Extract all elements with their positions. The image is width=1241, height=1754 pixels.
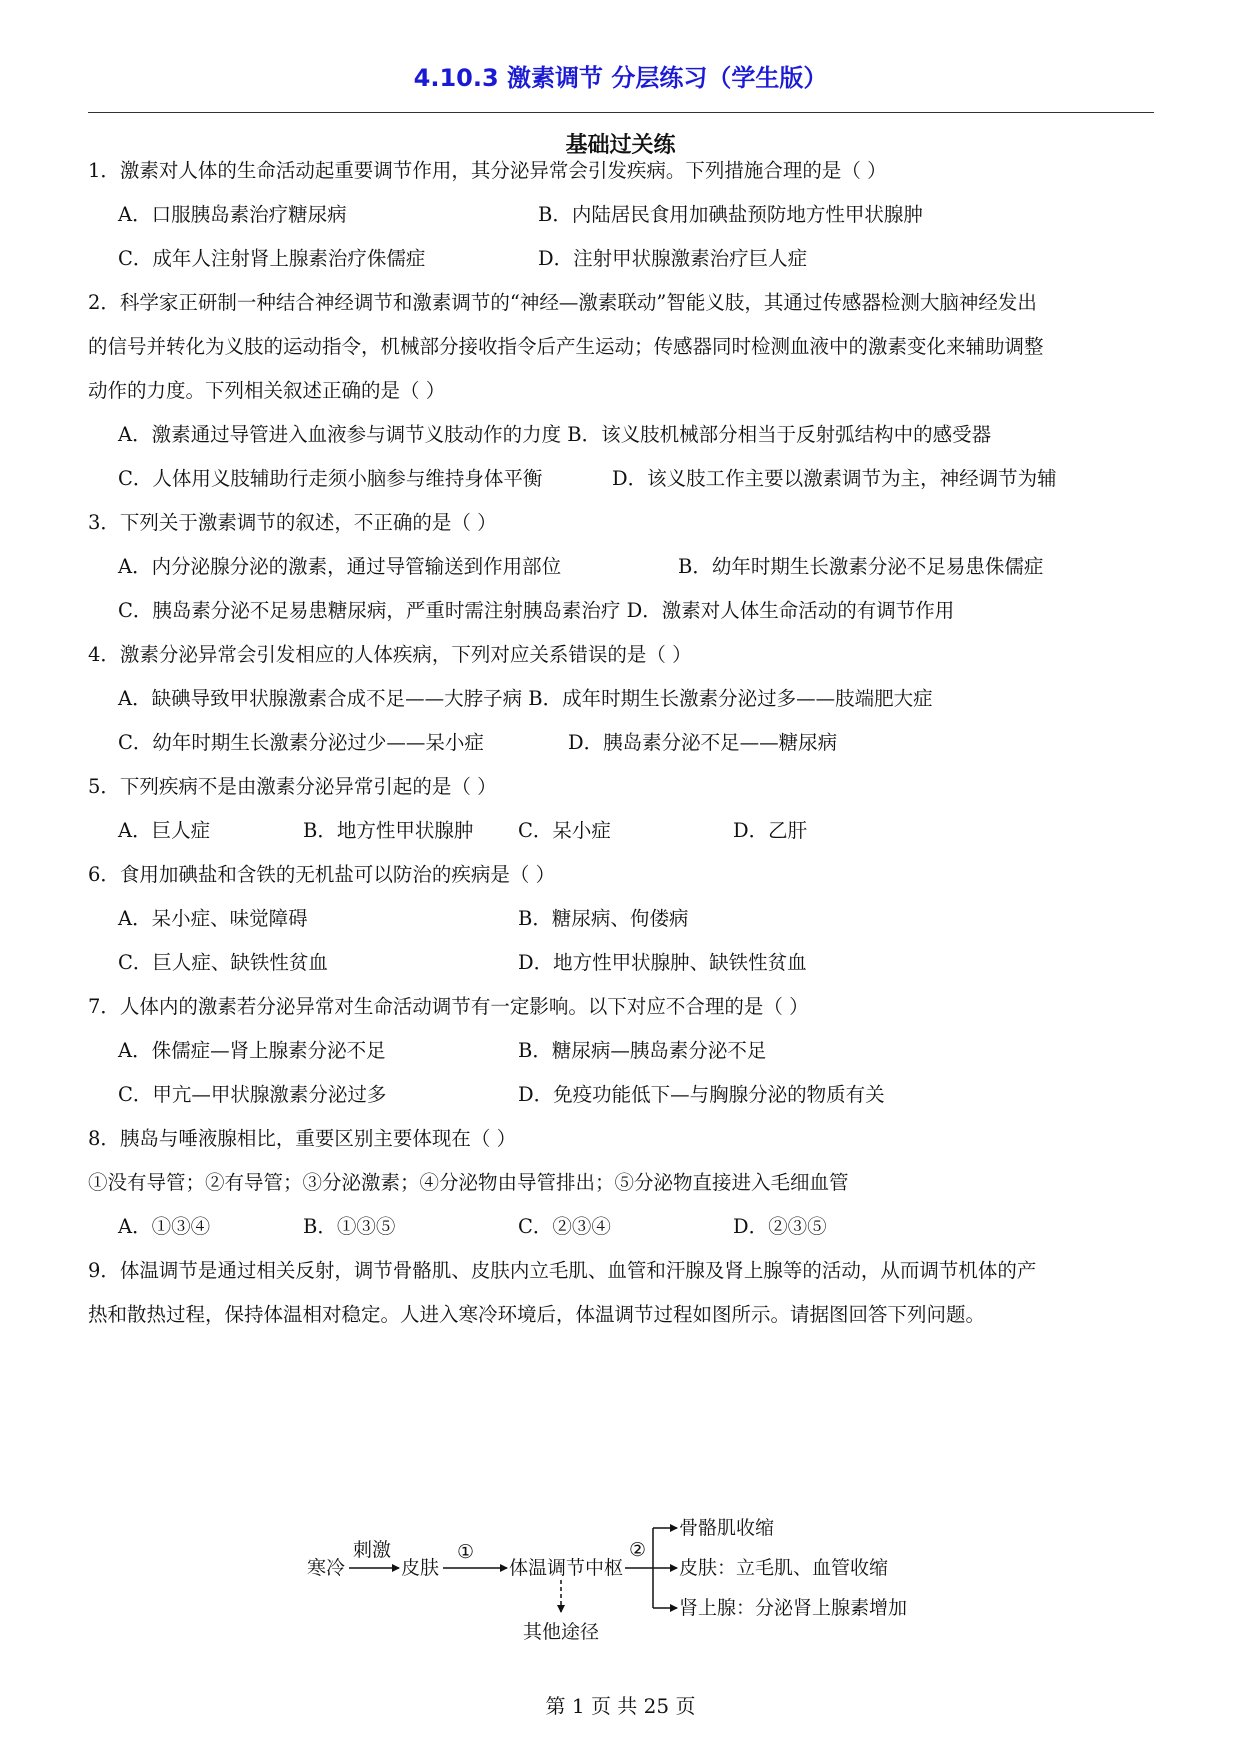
page-footer: 第 1 页 共 25 页	[545, 1694, 696, 1718]
question-9-stem-line-2: 热和散热过程，保持体温相对稳定。人进入寒冷环境后，体温调节过程如图所示。请据图回答下列问题。	[88, 1303, 986, 1326]
question-6-option-d: D．地方性甲状腺肿、缺铁性贫血	[518, 951, 807, 974]
question-6-option-a: A．呆小症、味觉障碍	[118, 907, 308, 930]
question-4-stem: 4．激素分泌异常会引发相应的人体疾病，下列对应关系错误的是（ ）	[88, 643, 692, 666]
diagram-regulation-center: 体温调节中枢	[509, 1557, 624, 1579]
question-4-option-d: D．胰岛素分泌不足——糖尿病	[568, 731, 838, 754]
question-8-stem: 8．胰岛与唾液腺相比，重要区别主要体现在（ ）	[88, 1127, 517, 1150]
question-7-option-c: C．甲亢—甲状腺激素分泌过多	[118, 1083, 387, 1106]
question-5-option-b: B．地方性甲状腺肿	[303, 819, 474, 842]
question-4-options-ab: A．缺碘导致甲状腺激素合成不足——大脖子病 B．成年时期生长激素分泌过多——肢端肥大症	[118, 687, 933, 710]
question-7-stem: 7．人体内的激素若分泌异常对生命活动调节有一定影响。以下对应不合理的是（ ）	[88, 995, 809, 1018]
question-3-option-b: B．幼年时期生长激素分泌不足易患侏儒症	[678, 555, 1044, 578]
question-3-option-a: A．内分泌腺分泌的激素，通过导管输送到作用部位	[118, 555, 562, 578]
diagram-skin: 皮肤	[401, 1557, 440, 1579]
question-3-stem: 3．下列关于激素调节的叙述，不正确的是（ ）	[88, 511, 497, 534]
question-7-option-b: B．糖尿病—胰岛素分泌不足	[518, 1039, 767, 1062]
question-1-option-c: C．成年人注射肾上腺素治疗侏儒症	[118, 247, 426, 270]
section-heading: 基础过关练	[565, 133, 676, 158]
question-6-stem: 6．食用加碘盐和含铁的无机盐可以防治的疾病是（ ）	[88, 863, 556, 886]
question-2-stem-line-2: 的信号并转化为义肢的运动指令，机械部分接收指令后产生运动；传感器同时检测血液中的激素变化来辅助调整	[88, 335, 1044, 358]
diagram-pathway-1-label: ①	[457, 1541, 475, 1563]
header-divider	[88, 112, 1154, 113]
question-8-option-a: A．①③④	[118, 1215, 211, 1238]
diagram-pathway-2-label: ②	[629, 1539, 647, 1561]
question-2-option-c: C．人体用义肢辅助行走须小脑参与维持身体平衡	[118, 467, 543, 490]
question-2-stem-line-3: 动作的力度。下列相关叙述正确的是（ ）	[88, 379, 446, 402]
diagram-other-pathways: 其他途径	[523, 1621, 600, 1643]
question-1-stem: 1．激素对人体的生命活动起重要调节作用，其分泌异常会引发疾病。下列措施合理的是（ ）	[88, 159, 887, 182]
question-8-option-b: B．①③⑤	[303, 1215, 396, 1238]
question-7-option-d: D．免疫功能低下—与胸腺分泌的物质有关	[518, 1083, 885, 1106]
document-title: 4.10.3 激素调节 分层练习（学生版）	[413, 64, 828, 92]
question-2-option-d: D．该义肢工作主要以激素调节为主，神经调节为辅	[612, 467, 1057, 490]
diagram-stimulus-label: 刺激	[353, 1539, 392, 1561]
question-1-option-d: D．注射甲状腺激素治疗巨人症	[538, 247, 808, 270]
question-8-option-d: D．②③⑤	[733, 1215, 827, 1238]
question-8-items: ①没有导管；②有导管；③分泌激素；④分泌物由导管排出；⑤分泌物直接进入毛细血管	[88, 1171, 849, 1194]
question-2-stem-line-1: 2．科学家正研制一种结合神经调节和激素调节的“神经—激素联动”智能义肢，其通过传感器检测大脑神经发出	[88, 291, 1037, 314]
diagram-output-skin: 皮肤：立毛肌、血管收缩	[679, 1557, 889, 1579]
question-5-option-c: C．呆小症	[518, 819, 611, 842]
diagram-output-skeletal-muscle: 骨骼肌收缩	[679, 1517, 775, 1539]
question-5-option-a: A．巨人症	[118, 819, 211, 842]
question-9-stem-line-1: 9．体温调节是通过相关反射，调节骨骼肌、皮肤内立毛肌、血管和汗腺及肾上腺等的活动，从而调节机体的产	[88, 1259, 1037, 1282]
question-5-stem: 5．下列疾病不是由激素分泌异常引起的是（ ）	[88, 775, 497, 798]
question-2-options-ab: A．激素通过导管进入血液参与调节义肢动作的力度 B．该义肢机械部分相当于反射弧结构中的感受器	[118, 423, 992, 446]
question-8-option-c: C．②③④	[518, 1215, 611, 1238]
question-3-options-cd: C．胰岛素分泌不足易患糖尿病，严重时需注射胰岛素治疗 D．激素对人体生命活动的有调节作用	[118, 599, 955, 622]
diagram-output-adrenal: 肾上腺：分泌肾上腺素增加	[679, 1597, 908, 1619]
question-1-option-b: B．内陆居民食用加碘盐预防地方性甲状腺肿	[538, 203, 923, 226]
question-6-option-c: C．巨人症、缺铁性贫血	[118, 951, 328, 974]
question-5-option-d: D．乙肝	[733, 819, 808, 842]
question-7-option-a: A．侏儒症—肾上腺素分泌不足	[118, 1039, 386, 1062]
diagram-cold: 寒冷	[307, 1557, 346, 1579]
question-6-option-b: B．糖尿病、佝偻病	[518, 907, 689, 930]
question-4-option-c: C．幼年时期生长激素分泌过少——呆小症	[118, 731, 484, 754]
question-1-option-a: A．口服胰岛素治疗糖尿病	[118, 203, 347, 226]
thermoregulation-diagram	[295, 1500, 955, 1670]
